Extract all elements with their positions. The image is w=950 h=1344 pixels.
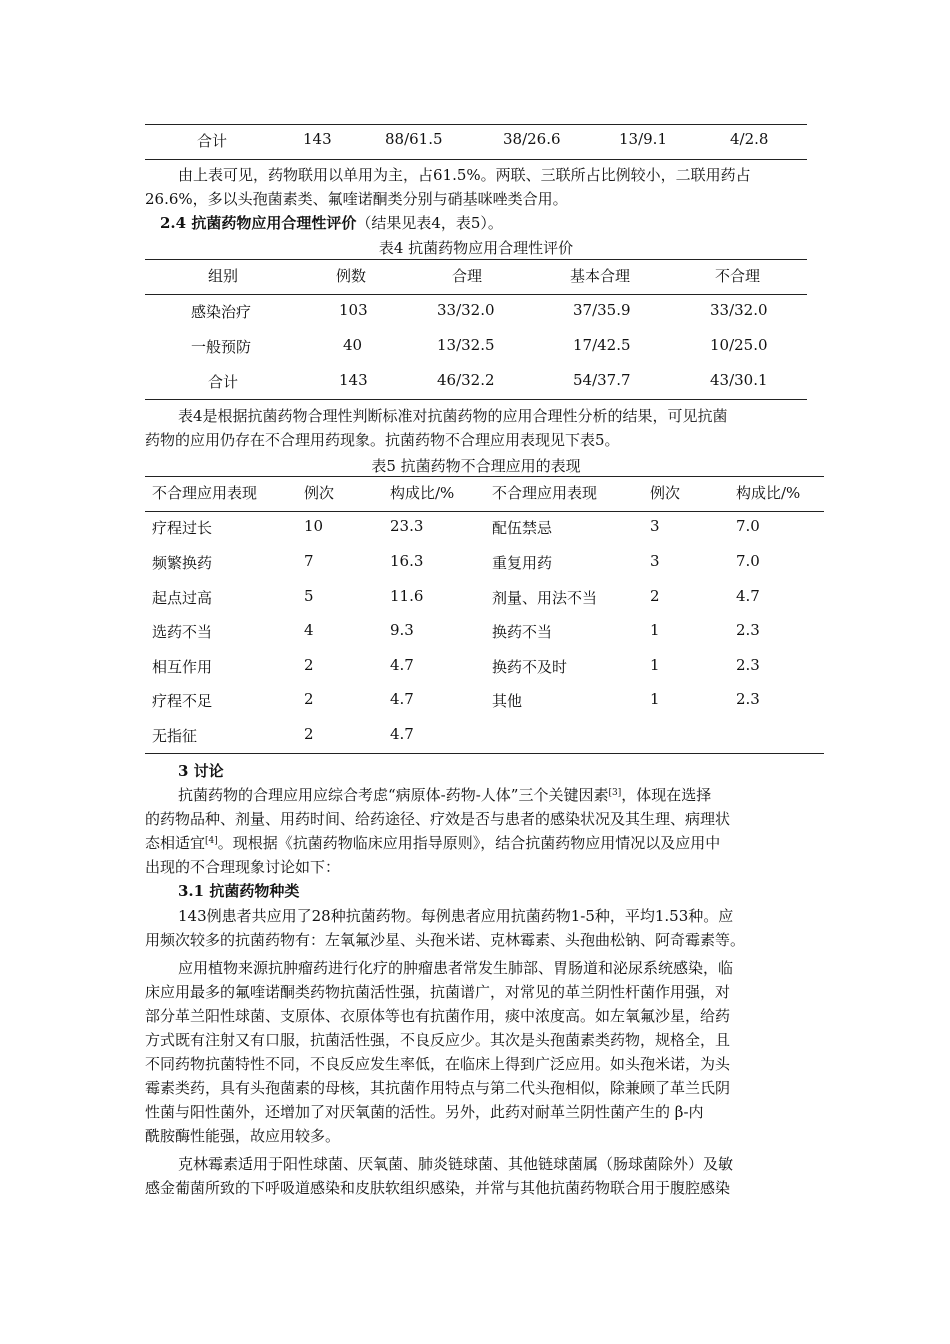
- table4-bottom-rule: [145, 399, 807, 400]
- table3-total-c1: 88/61.5: [385, 130, 443, 148]
- table4-cell: 40: [343, 336, 363, 354]
- table5-header: 构成比/%: [736, 484, 801, 502]
- table4-cell: 33/32.0: [710, 301, 768, 319]
- section-3-1-para1-line: 143例患者共应用了28种抗菌药物。每例患者应用抗菌药物1-5种，平均1.53种。应: [178, 907, 734, 925]
- table4-cell: 43/30.1: [710, 371, 768, 389]
- table5-cell: 2: [304, 690, 314, 708]
- table4-header-basically: 基本合理: [570, 267, 631, 285]
- table5-cell: 1: [650, 621, 660, 639]
- section-3-1-para2-line: 霉素类药，具有头孢菌素的母核，其抗菌作用特点与第二代头孢相似，除兼顾了革兰氏阴: [145, 1079, 731, 1097]
- table5-cell: 疗程过长: [152, 519, 213, 537]
- table5-cell: 7.0: [736, 552, 760, 570]
- section-3-text: ，体现在选择: [621, 786, 712, 804]
- section-3-text: 。现根据《抗菌药物临床应用指导原则》，结合抗菌药物应用情况以及应用中: [217, 834, 721, 852]
- table5-cell: 2.3: [736, 690, 760, 708]
- table5-cell: 10: [304, 517, 324, 535]
- table4-cell: 10/25.0: [710, 336, 768, 354]
- table4-caption: 表4 抗菌药物应用合理性评价: [378, 239, 574, 257]
- section-2-4-heading-line: [160, 211, 503, 235]
- table4-cell: 143: [339, 371, 368, 389]
- section-2-4-heading: 2.4 抗菌药物应用合理性评价: [160, 214, 357, 232]
- table5-cell: 起点过高: [152, 589, 213, 607]
- table5-cell: 9.3: [390, 621, 414, 639]
- section-3-1-para2-line: 部分革兰阳性球菌、支原体、衣原体等也有抗菌作用，痰中浓度高。如左氧氟沙星，给药: [145, 1007, 731, 1025]
- para-after-table4-line1: 表4是根据抗菌药物合理性判断标准对抗菌药物的应用合理性分析的结果，可见抗菌: [178, 407, 728, 425]
- table3-top-rule: [145, 124, 807, 125]
- table5-cell: 4.7: [390, 725, 414, 743]
- section-3-1-para1-line: 用频次较多的抗菌药物有：左氧氟沙星、头孢米诺、克林霉素、头孢曲松钠、阿奇霉素等。: [145, 931, 746, 949]
- table5-cell: 无指征: [152, 727, 198, 745]
- table5-header: 例次: [304, 484, 335, 502]
- table5-header: 不合理应用表现: [492, 484, 598, 502]
- table4-cell: 合计: [208, 373, 239, 391]
- table3-bottom-rule: [145, 159, 807, 160]
- table5-bottom-rule: [145, 753, 824, 754]
- table3-total-label: 合计: [197, 132, 228, 150]
- table5-cell: 4.7: [390, 656, 414, 674]
- table5-cell: 重复用药: [492, 554, 553, 572]
- table4-cell: 17/42.5: [573, 336, 631, 354]
- table5-cell: 7: [304, 552, 314, 570]
- para-after-table3-line2: 26.6%，多以头孢菌素类、氟喹诺酮类分别与硝基咪唑类合用。: [145, 190, 568, 208]
- table4-top-rule: [145, 259, 807, 260]
- section-3-text: 态相适宜: [145, 834, 206, 852]
- section-2-4-note: （结果见表4，表5）。: [356, 214, 503, 232]
- table5-cell: 4.7: [736, 587, 760, 605]
- table5-cell: 4.7: [390, 690, 414, 708]
- section-3-1-para3-line: 感金葡菌所致的下呼吸道感染和皮肤软组织感染，并常与其他抗菌药物联合用于腹腔感染: [145, 1179, 731, 1197]
- table5-cell: 1: [650, 656, 660, 674]
- table4-header-group: 组别: [208, 267, 239, 285]
- table5-header-rule: [145, 511, 824, 512]
- table5-cell: 1: [650, 690, 660, 708]
- section-3-heading: 3 讨论: [178, 762, 224, 780]
- table4-header-reasonable: 合理: [452, 267, 483, 285]
- table5-cell: 7.0: [736, 517, 760, 535]
- table5-cell: 11.6: [390, 587, 424, 605]
- table5-cell: 2: [650, 587, 660, 605]
- para-after-table4-line2: 药物的应用仍存在不合理用药现象。抗菌药物不合理应用表现见下表5。: [145, 431, 620, 449]
- table3-total-n: 143: [303, 130, 332, 148]
- section-3-para1-line3: [145, 831, 720, 855]
- section-3-1-para2-line: 床应用最多的氟喹诺酮类药物抗菌活性强，抗菌谱广，对常见的革兰阴性杆菌作用强，对: [145, 983, 731, 1001]
- section-3-para1-line4: 出现的不合理现象讨论如下：: [145, 858, 341, 876]
- section-3-1-para2-line: 酰胺酶性能强，故应用较多。: [145, 1127, 341, 1145]
- table5-cell: 3: [650, 552, 660, 570]
- section-3-text: 抗菌药物的合理应用应综合考虑“病原体-药物-人体”三个关键因素: [178, 786, 609, 804]
- section-3-1-para2-line: 应用植物来源抗肿瘤药进行化疗的肿瘤患者常发生肺部、胃肠道和泌尿系统感染，临: [178, 959, 734, 977]
- table5-cell: 配伍禁忌: [492, 519, 553, 537]
- table5-cell: 剂量、用法不当: [492, 589, 598, 607]
- table4-header-rule: [145, 294, 807, 295]
- table4-cell: 37/35.9: [573, 301, 631, 319]
- table4-cell: 33/32.0: [437, 301, 495, 319]
- table5-header: 不合理应用表现: [152, 484, 258, 502]
- table5-cell: 疗程不足: [152, 692, 213, 710]
- table5-top-rule: [145, 476, 824, 477]
- table3-total-c3: 13/9.1: [619, 130, 667, 148]
- table4-cell: 13/32.5: [437, 336, 495, 354]
- table5-caption: 表5 抗菌药物不合理应用的表现: [371, 457, 581, 475]
- table5-cell: 频繁换药: [152, 554, 213, 572]
- table4-cell: 感染治疗: [191, 303, 252, 321]
- section-3-para1-line2: 的药物品种、剂量、用药时间、给药途径、疗效是否与患者的感染状况及其生理、病理状: [145, 810, 731, 828]
- citation-ref: [4]: [205, 836, 218, 846]
- table3-total-c2: 38/26.6: [503, 130, 561, 148]
- table5-header: 例次: [650, 484, 681, 502]
- table5-cell: 相互作用: [152, 658, 213, 676]
- table5-cell: 2.3: [736, 621, 760, 639]
- table4-cell: 54/37.7: [573, 371, 631, 389]
- table5-cell: 2.3: [736, 656, 760, 674]
- table4-header-count: 例数: [336, 267, 367, 285]
- table4-cell: 46/32.2: [437, 371, 495, 389]
- table4-cell: 103: [339, 301, 368, 319]
- table5-cell: 选药不当: [152, 623, 213, 641]
- table5-cell: 换药不及时: [492, 658, 568, 676]
- table5-cell: 23.3: [390, 517, 424, 535]
- citation-ref: [3]: [608, 788, 622, 798]
- table3-total-c4: 4/2.8: [730, 130, 769, 148]
- section-3-1-para3-line: 克林霉素适用于阳性球菌、厌氧菌、肺炎链球菌、其他链球菌属（肠球菌除外）及敏: [178, 1155, 734, 1173]
- table5-cell: 3: [650, 517, 660, 535]
- table4-header-unreasonable: 不合理: [715, 267, 761, 285]
- section-3-1-para2-line: 不同药物抗菌特性不同，不良反应发生率低，在临床上得到广泛应用。如头孢米诺，为头: [145, 1055, 731, 1073]
- table5-cell: 5: [304, 587, 314, 605]
- section-3-1-para2-line: 方式既有注射又有口服，抗菌活性强，不良反应少。其次是头孢菌素类药物，规格全，且: [145, 1031, 731, 1049]
- table4-cell: 一般预防: [191, 338, 252, 356]
- section-3-para1-line1: [178, 783, 711, 807]
- table5-cell: 2: [304, 656, 314, 674]
- table5-header: 构成比/%: [390, 484, 455, 502]
- section-3-1-para2-line: 性菌与阳性菌外，还增加了对厌氧菌的活性。另外，此药对耐革兰阴性菌产生的 β-内: [145, 1103, 704, 1121]
- section-3-1-heading: 3.1 抗菌药物种类: [178, 882, 300, 900]
- table5-cell: 4: [304, 621, 314, 639]
- table5-cell: 2: [304, 725, 314, 743]
- table5-cell: 换药不当: [492, 623, 553, 641]
- table5-cell: 其他: [492, 692, 523, 710]
- table5-cell: 16.3: [390, 552, 424, 570]
- para-after-table3-line1: 由上表可见，药物联用以单用为主，占61.5%。两联、三联所占比例较小，二联用药占: [178, 166, 751, 184]
